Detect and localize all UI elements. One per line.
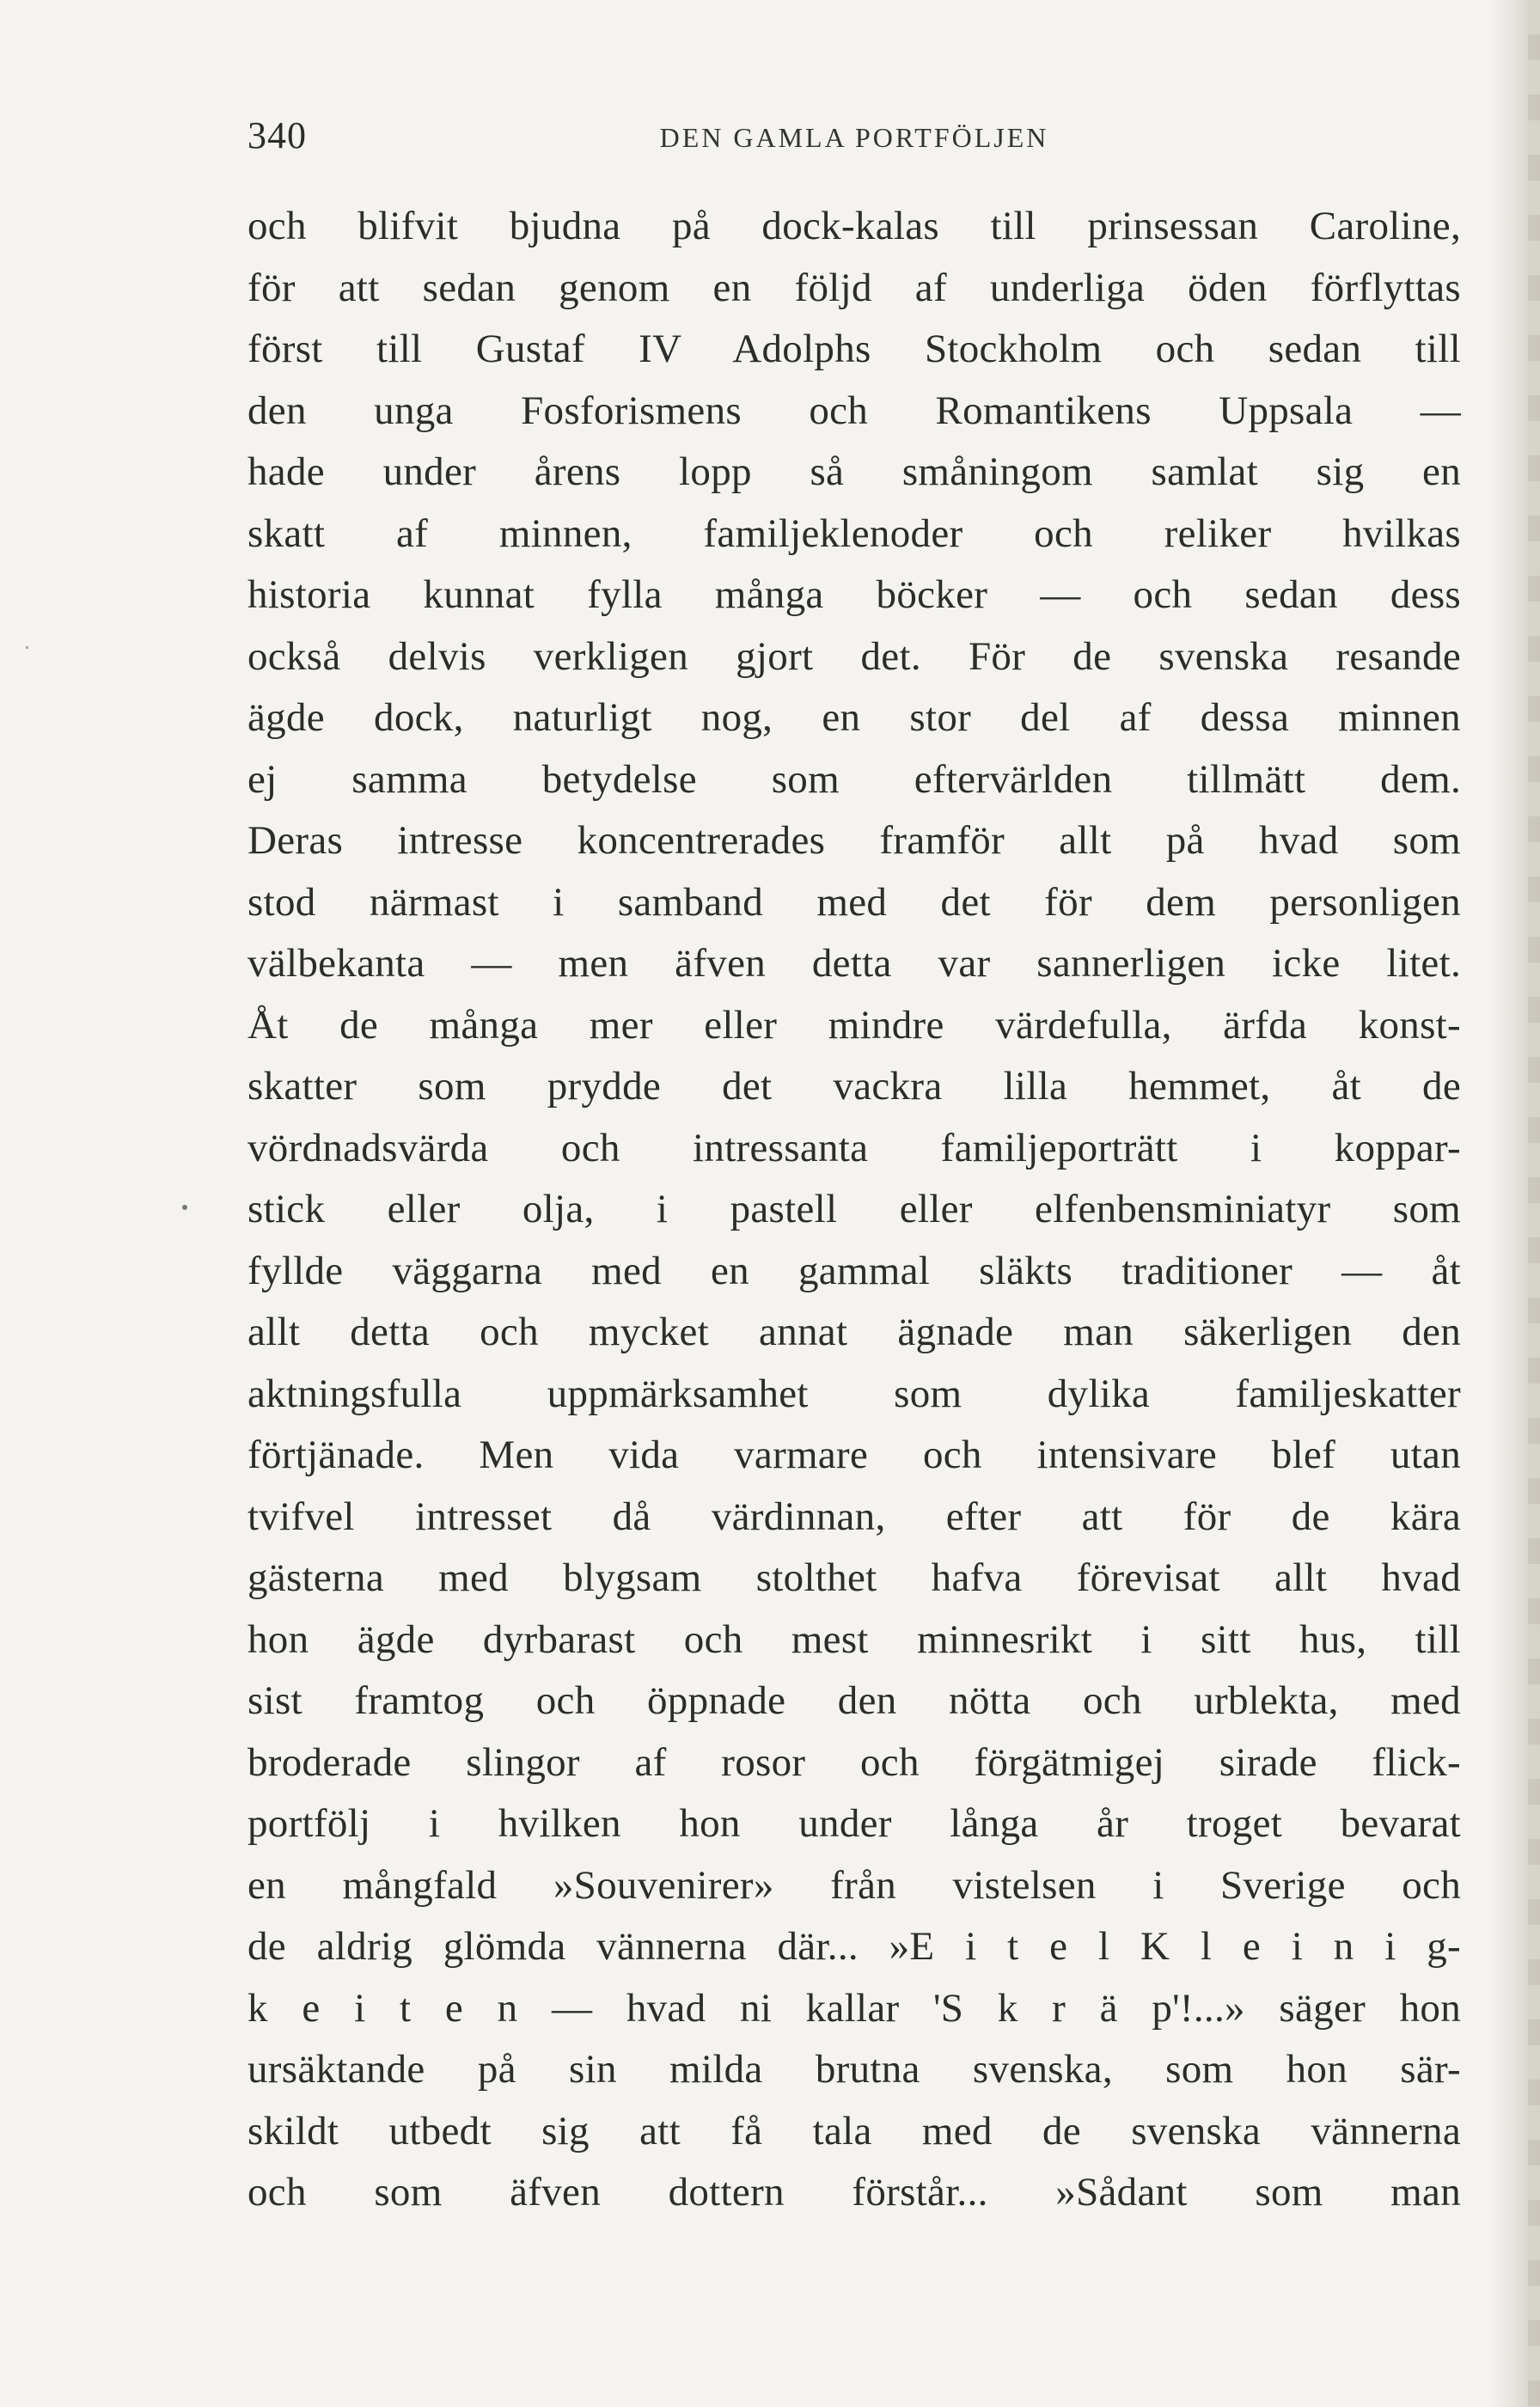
text-line: och som äfven dottern förstår... »Sådant som man	[248, 2170, 1461, 2215]
text-line: skatter som prydde det vackra lilla hemmet, åt de	[248, 1064, 1461, 1109]
text-line: ej samma betydelse som eftervärlden tillmätt dem.	[248, 756, 1461, 802]
text-line: vördnadsvärda och intressanta familjeporträtt i koppar-	[248, 1125, 1461, 1170]
text-line: och blifvit bjudna på dock-kalas till prinsessan Caroline,	[248, 204, 1461, 248]
page-number: 340	[248, 114, 307, 156]
page-edge-strip	[1528, 0, 1540, 2407]
text-line: broderade slingor af rosor och förgätmigej sirade flick-	[248, 1739, 1461, 1785]
text-line: k e i t e n — hvad ni kallar 'S k r ä p'!...» säger hon	[248, 1985, 1461, 2031]
text-line: aktningsfulla uppmärksamhet som dylika familjeskatter	[248, 1371, 1461, 1416]
text-line: portfölj i hvilken hon under långa år troget bevarat	[248, 1801, 1461, 1846]
text-line: Åt de många mer eller mindre värdefulla, ärfda konst-	[248, 1002, 1461, 1048]
text-line: historia kunnat fylla många böcker — och sedan dess	[248, 572, 1461, 617]
text-line: gästerna med blygsam stolthet hafva förevisat allt hvad	[248, 1555, 1461, 1600]
page-header	[248, 110, 1461, 162]
text-line: skatt af minnen, familjeklenoder och reliker hvilkas	[248, 510, 1461, 556]
text-line: de aldrig glömda vännerna där... »E i t e l K l e i n i g-	[248, 1924, 1461, 1969]
text-line: för att sedan genom en följd af underliga öden förflyttas	[248, 265, 1461, 310]
ink-speck	[182, 1205, 187, 1210]
text-line: först till Gustaf IV Adolphs Stockholm och sedan till	[248, 327, 1461, 371]
text-line: välbekanta — men äfven detta var sannerligen icke litet.	[248, 941, 1461, 986]
text-line: hon ägde dyrbarast och mest minnesrikt i sitt hus, till	[248, 1616, 1461, 1662]
body-text	[248, 196, 1461, 2224]
text-line: stod närmast i samband med det för dem personligen	[248, 879, 1461, 925]
text-line: en mångfald »Souvenirer» från vistelsen i Sverige och	[248, 1862, 1461, 1908]
text-line: stick eller olja, i pastell eller elfenbensminiatyr som	[248, 1187, 1461, 1231]
text-line: också delvis verkligen gjort det. För de svenska resande	[248, 633, 1461, 679]
running-head: DEN GAMLA PORTFÖLJEN	[659, 122, 1049, 153]
text-line: sist framtog och öppnade den nötta och urblekta, med	[248, 1678, 1461, 1723]
paper-speck	[26, 646, 28, 649]
text-line: förtjänade. Men vida varmare och intensivare blef utan	[248, 1433, 1461, 1477]
text-line: ursäktande på sin milda brutna svenska, som hon sär-	[248, 2047, 1461, 2092]
text-line: allt detta och mycket annat ägnade man säkerligen den	[248, 1310, 1461, 1354]
text-line: skildt utbedt sig att få tala med de svenska vännerna	[248, 2108, 1461, 2153]
text-line: den unga Fosforismens och Romantikens Uppsala —	[248, 388, 1461, 433]
text-line: tvifvel intresset då värdinnan, efter att för de kära	[248, 1494, 1461, 1539]
text-line: hade under årens lopp så småningom samlat sig en	[248, 449, 1461, 494]
text-line: ägde dock, naturligt nog, en stor del af dessa minnen	[248, 695, 1461, 740]
text-line: Deras intresse koncentrerades framför allt på hvad som	[248, 818, 1461, 863]
text-line: fyllde väggarna med en gammal släkts traditioner — åt	[248, 1248, 1461, 1293]
